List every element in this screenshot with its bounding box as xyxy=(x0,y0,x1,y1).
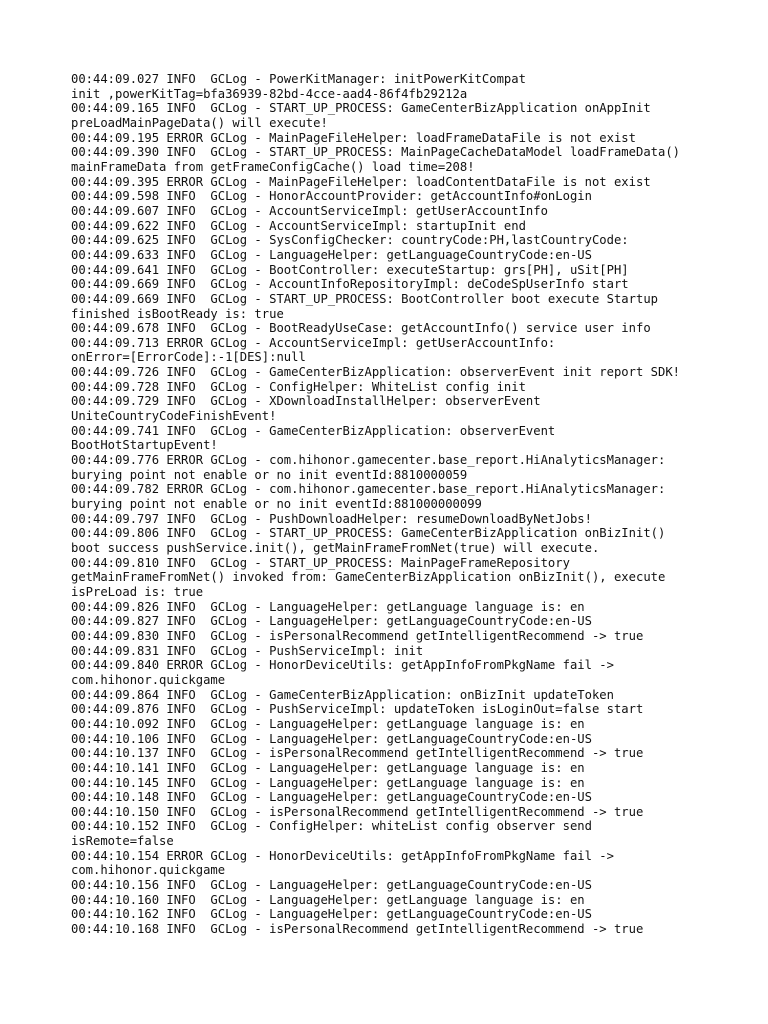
log-entry: 00:44:09.625 INFO GCLog - SysConfigChecker: countryCode:PH,lastCountryCode: xyxy=(71,233,629,248)
log-entry: 00:44:09.741 INFO GCLog - GameCenterBizApplication: observerEvent BootHotStartupEvent! xyxy=(71,423,556,453)
log-entry: 00:44:09.027 INFO GCLog - PowerKitManager: initPowerKitCompat init ,powerKitTag=bfa36939-82bd-4cce-aad4-86f4fb29212a xyxy=(71,72,526,101)
log-entry: 00:44:09.395 ERROR GCLog - MainPageFileHelper: loadContentDataFile is not exist xyxy=(71,174,651,189)
log-entry: 00:44:09.195 ERROR GCLog - MainPageFileHelper: loadFrameDataFile is not exist xyxy=(71,130,636,145)
log-entry: 00:44:09.669 INFO GCLog - START_UP_PROCESS: BootController boot execute Startup finished isBootReady is: true xyxy=(71,291,658,321)
log-entry: 00:44:10.160 INFO GCLog - LanguageHelper: getLanguage language is: en xyxy=(71,892,585,907)
log-entry: 00:44:09.607 INFO GCLog - AccountServiceImpl: getUserAccountInfo xyxy=(71,203,548,218)
log-entry: 00:44:10.137 INFO GCLog - isPersonalRecommend getIntelligentRecommend -> true xyxy=(71,746,644,761)
log-entry: 00:44:09.864 INFO GCLog - GameCenterBizApplication: onBizInit updateToken xyxy=(71,687,614,702)
log-entry: 00:44:09.729 INFO GCLog - XDownloadInstallHelper: observerEvent UniteCountryCodeFinishEvent! xyxy=(71,394,541,424)
log-entry: 00:44:09.713 ERROR GCLog - AccountServiceImpl: getUserAccountInfo: onError=[ErrorCode]:-1[DES]:null xyxy=(71,335,556,365)
log-entry: 00:44:09.876 INFO GCLog - PushServiceImpl: updateToken isLoginOut=false start xyxy=(71,702,644,717)
log-entry: 00:44:10.148 INFO GCLog - LanguageHelper: getLanguageCountryCode:en-US xyxy=(71,790,592,805)
log-entry: 00:44:09.390 INFO GCLog - START_UP_PROCESS: MainPageCacheDataModel loadFrameData() mainFrameData from getFrameConfigCache() load time=208! xyxy=(71,145,681,174)
log-entry: 00:44:09.830 INFO GCLog - isPersonalRecommend getIntelligentRecommend -> true xyxy=(71,628,644,643)
log-entry: 00:44:10.092 INFO GCLog - LanguageHelper: getLanguage language is: en xyxy=(71,716,585,731)
log-entry: 00:44:09.726 INFO GCLog - GameCenterBizApplication: observerEvent init report SDK! xyxy=(71,365,681,380)
log-entry: 00:44:09.622 INFO GCLog - AccountServiceImpl: startupInit end xyxy=(71,218,526,233)
log-entry: 00:44:09.827 INFO GCLog - LanguageHelper: getLanguageCountryCode:en-US xyxy=(71,614,592,629)
log-entry: 00:44:10.168 INFO GCLog - isPersonalRecommend getIntelligentRecommend -> true xyxy=(71,922,644,937)
log-entry: 00:44:10.152 INFO GCLog - ConfigHelper: whiteList config observer send isRemote=false xyxy=(71,819,592,849)
log-entry: 00:44:09.826 INFO GCLog - LanguageHelper: getLanguage language is: en xyxy=(71,599,585,614)
log-lines xyxy=(71,72,761,937)
log-entry: 00:44:09.840 ERROR GCLog - HonorDeviceUtils: getAppInfoFromPkgName fail -> com.hihonor.quickgame xyxy=(71,658,614,687)
log-entry: 00:44:10.145 INFO GCLog - LanguageHelper: getLanguage language is: en xyxy=(71,775,585,790)
log-entry: 00:44:09.641 INFO GCLog - BootController: executeStartup: grs[PH], uSit[PH] xyxy=(71,262,629,277)
log-entry: 00:44:09.165 INFO GCLog - START_UP_PROCESS: GameCenterBizApplication onAppInit preLoadMainPageData() will execute! xyxy=(71,101,651,130)
log-entry: 00:44:09.797 INFO GCLog - PushDownloadHelper: resumeDownloadByNetJobs! xyxy=(71,511,592,526)
log-document xyxy=(71,72,761,937)
log-entry: 00:44:09.782 ERROR GCLog - com.hihonor.gamecenter.base_report.HiAnalyticsManager: burying point not enable or no init eventId:881000000099 xyxy=(71,482,666,512)
log-entry: 00:44:09.728 INFO GCLog - ConfigHelper: WhiteList config init xyxy=(71,379,526,394)
log-entry: 00:44:09.776 ERROR GCLog - com.hihonor.gamecenter.base_report.HiAnalyticsManager: burying point not enable or no init eventId:8810000059 xyxy=(71,453,666,482)
log-entry: 00:44:09.678 INFO GCLog - BootReadyUseCase: getAccountInfo() service user info xyxy=(71,321,651,336)
log-entry: 00:44:10.106 INFO GCLog - LanguageHelper: getLanguageCountryCode:en-US xyxy=(71,731,592,746)
log-entry: 00:44:09.598 INFO GCLog - HonorAccountProvider: getAccountInfo#onLogin xyxy=(71,189,592,204)
log-entry: 00:44:10.154 ERROR GCLog - HonorDeviceUtils: getAppInfoFromPkgName fail -> com.hihonor.quickgame xyxy=(71,848,614,878)
log-entry: 00:44:10.162 INFO GCLog - LanguageHelper: getLanguageCountryCode:en-US xyxy=(71,907,592,922)
log-entry: 00:44:10.141 INFO GCLog - LanguageHelper: getLanguage language is: en xyxy=(71,760,585,775)
log-entry: 00:44:09.831 INFO GCLog - PushServiceImpl: init xyxy=(71,643,424,658)
log-entry: 00:44:10.156 INFO GCLog - LanguageHelper: getLanguageCountryCode:en-US xyxy=(71,878,592,893)
log-entry: 00:44:10.150 INFO GCLog - isPersonalRecommend getIntelligentRecommend -> true xyxy=(71,804,644,819)
log-entry: 00:44:09.669 INFO GCLog - AccountInfoRepositoryImpl: deCodeSpUserInfo start xyxy=(71,277,629,292)
log-entry: 00:44:09.810 INFO GCLog - START_UP_PROCESS: MainPageFrameRepository getMainFrameFromNet() invoked from: GameCenterBizApplication onBizInit(), execute isPreLoad is: true xyxy=(71,555,666,599)
log-entry: 00:44:09.806 INFO GCLog - START_UP_PROCESS: GameCenterBizApplication onBizInit() boot success pushService.init(), getMainFrameFromNet(true) will execute. xyxy=(71,526,666,555)
log-entry: 00:44:09.633 INFO GCLog - LanguageHelper: getLanguageCountryCode:en-US xyxy=(71,247,592,262)
